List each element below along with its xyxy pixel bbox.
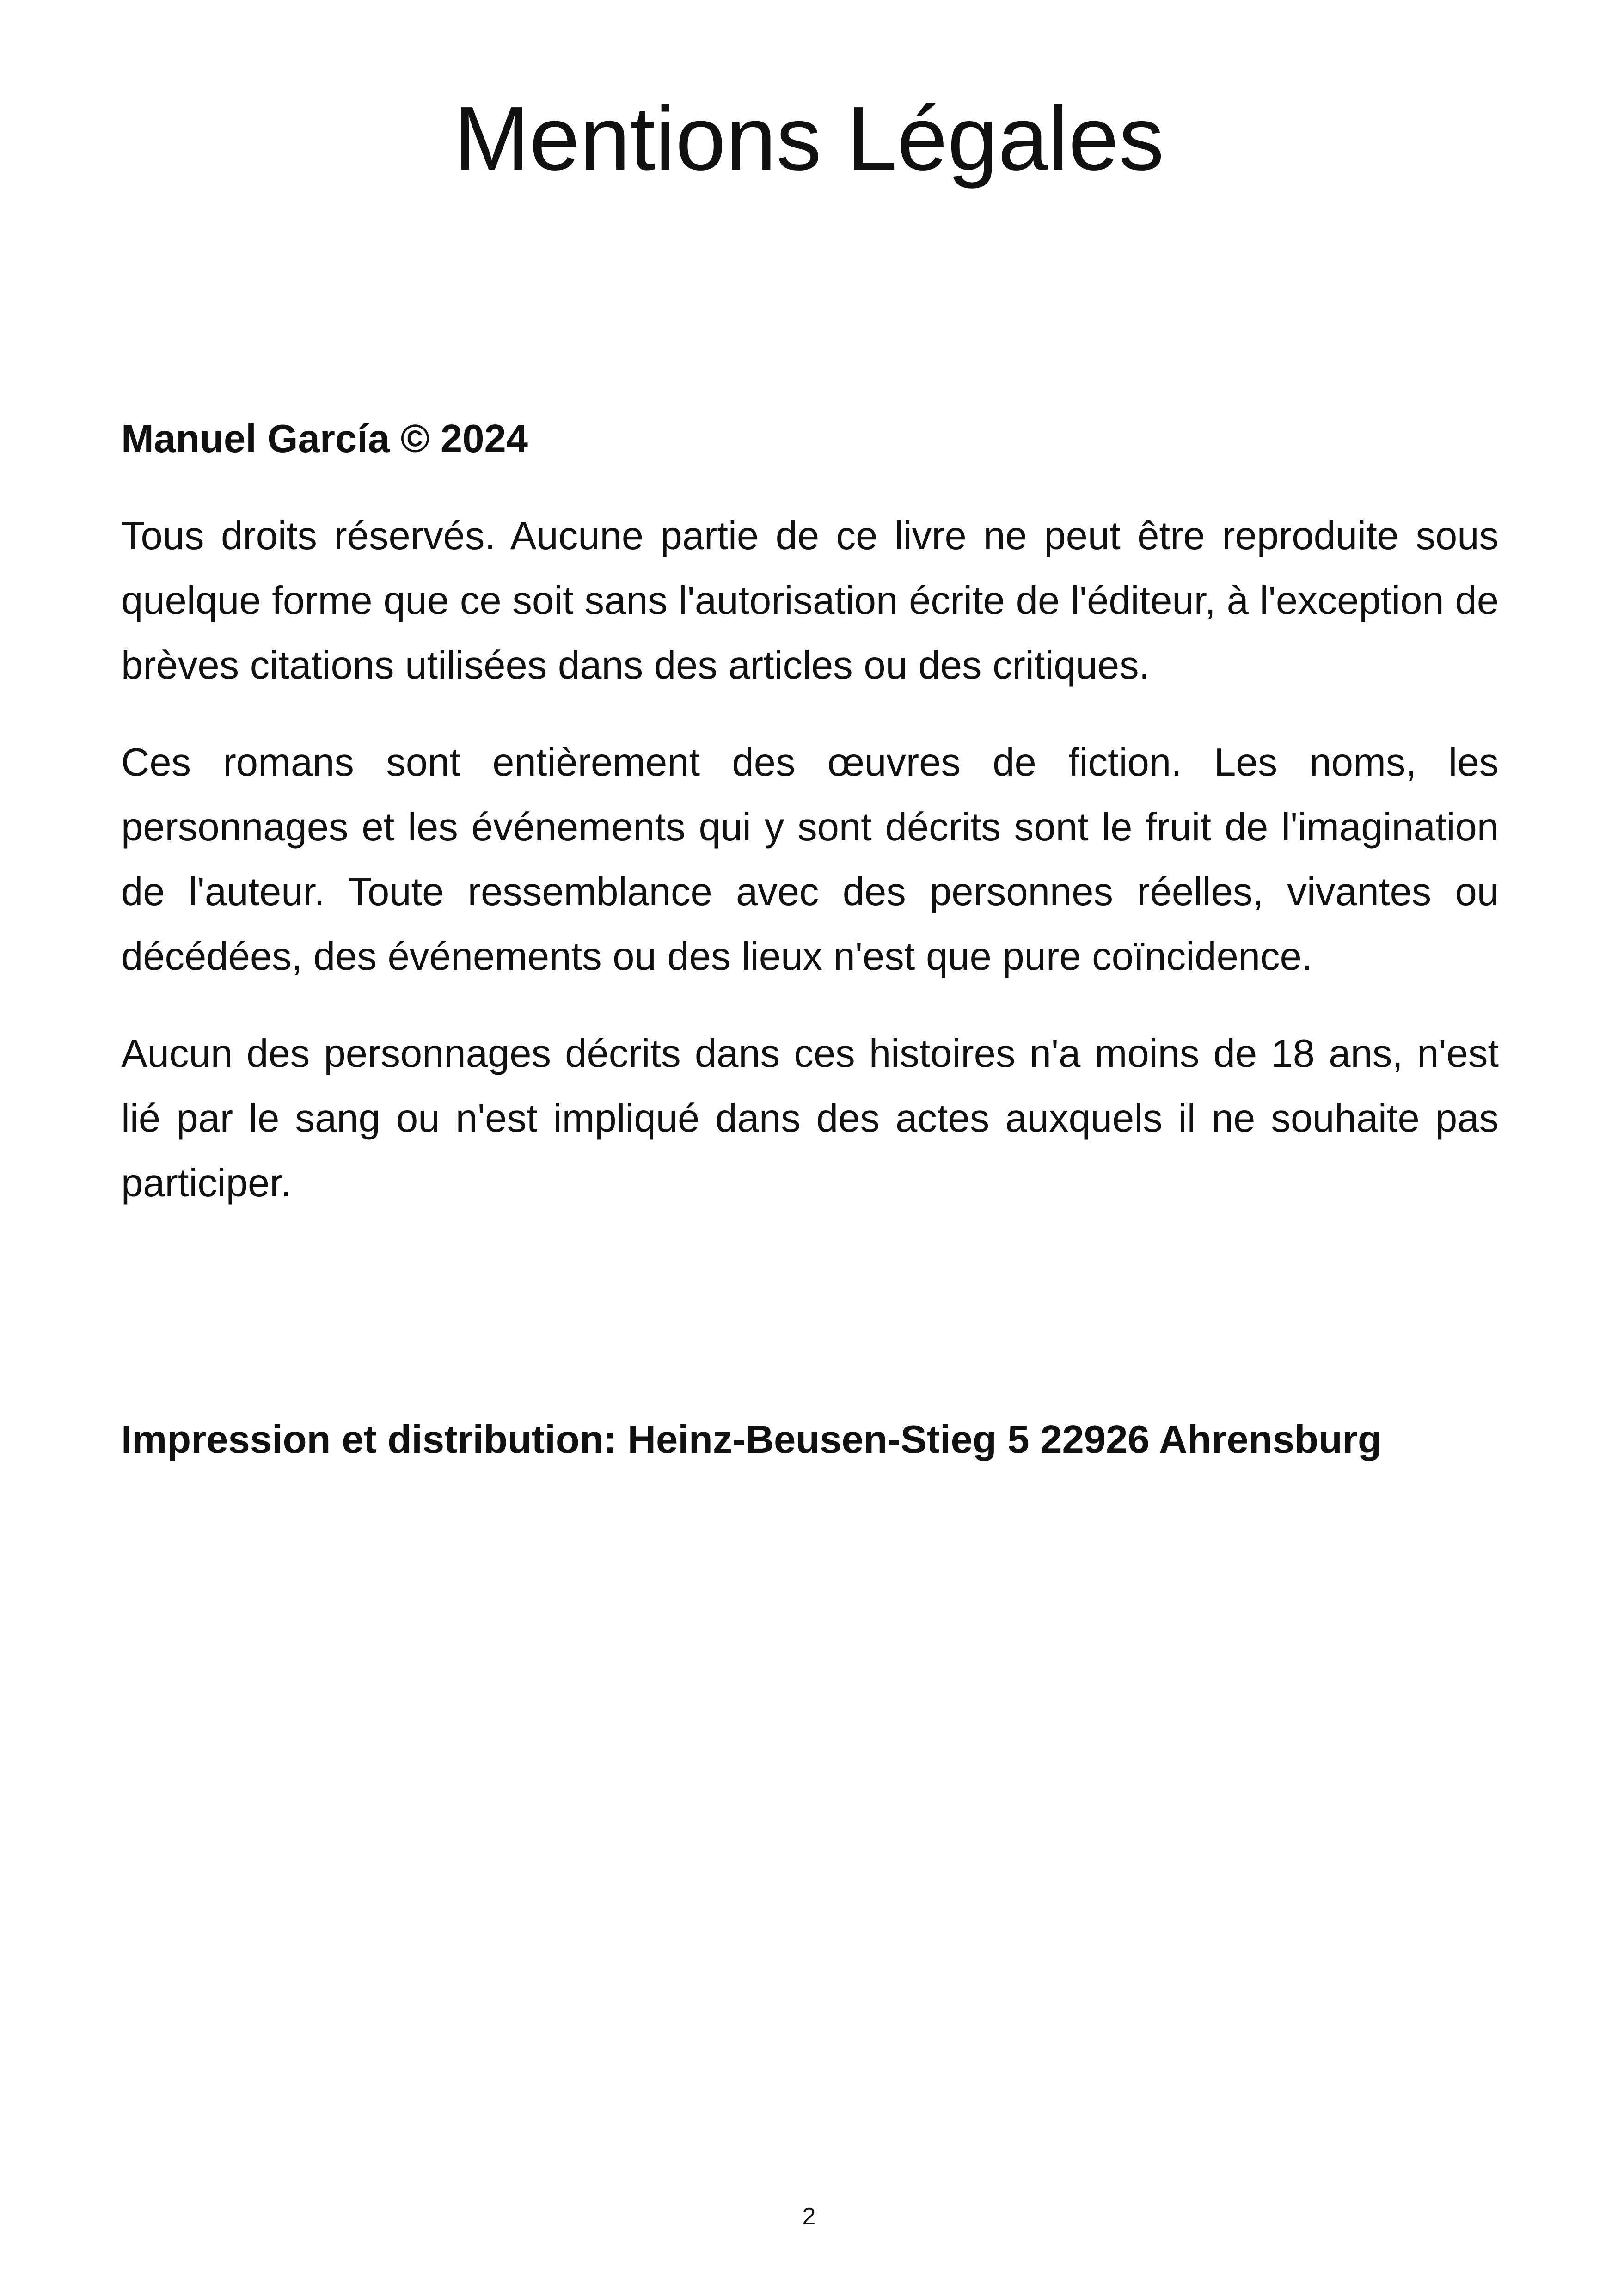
imprint-address: Impression et distribution: Heinz-Beusen-Stieg 5 22926 Ahrensburg — [121, 1418, 1382, 1462]
fiction-disclaimer-paragraph: Ces romans sont entièrement des œuvres de fiction. Les noms, les personnages et les événements qui y sont décrits sont le fruit de l'imagination de l'auteur. Toute ressemblance avec des personnes réelles, vivantes ou décédées, des événements ou des lieux n'est que pure coïncidence. — [121, 741, 1499, 979]
legal-content — [121, 407, 1499, 1248]
copyright-notice: Manuel García © 2024 — [121, 417, 528, 461]
age-disclaimer-paragraph: Aucun des personnages décrits dans ces histoires n'a moins de 18 ans, n'est lié par le sang ou n'est impliqué dans des actes auxquels il ne souhaite pas participer. — [121, 1032, 1499, 1205]
rights-paragraph: Tous droits réservés. Aucune partie de ce livre ne peut être reproduite sous quelque forme que ce soit sans l'autorisation écrite de l'éditeur, à l'exception de brèves citations utilisées dans des articles ou des critiques. — [121, 514, 1499, 687]
page-title: Mentions Légales — [454, 88, 1164, 189]
page-number: 2 — [802, 2203, 816, 2230]
